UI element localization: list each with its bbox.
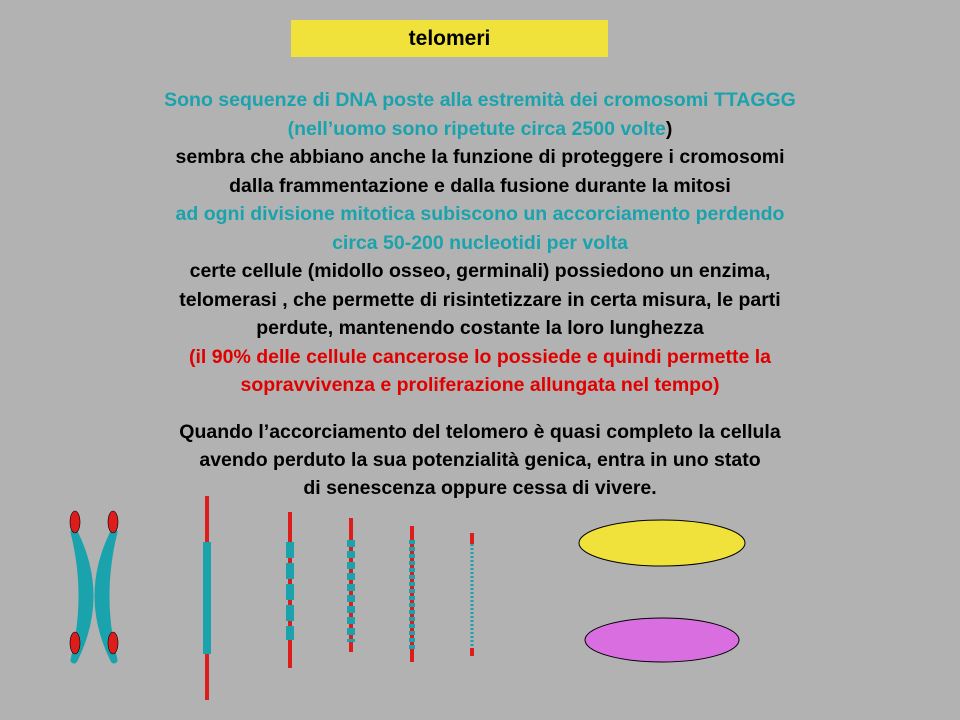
telomere-diagram: [0, 490, 960, 720]
definition-line: Sono sequenze di DNA poste alla estremità dei cromosomi TTAGGG: [164, 89, 796, 111]
explanation-text: [60, 86, 900, 400]
function-line-2: dalla frammentazione e dalla fusione durante la mitosi: [229, 174, 731, 197]
telomerase-line-2: telomerasi , che permette di risintetizzare in certa misura, le parti: [179, 288, 781, 311]
yellow-cell-ellipse: [579, 520, 745, 566]
magenta-cell-ellipse: [585, 618, 739, 662]
telomere-cap: [108, 511, 118, 533]
page-title: telomeri: [408, 26, 491, 50]
telomere-cap: [108, 632, 118, 654]
telomerase-line-1: certe cellule (midollo osseo, germinali) possiedono un enzima,: [189, 260, 771, 282]
telomere-cap: [70, 511, 80, 533]
chromosome-icon: [70, 511, 118, 660]
conclusion-line-2: avendo perduto la sua potenzialità genica, entra in uno stato: [199, 449, 761, 471]
shortening-line-1: ad ogni divisione mitotica subiscono un accorciamento perdendo: [175, 203, 785, 225]
function-line-1: sembra che abbiano anche la funzione di proteggere i cromosomi: [175, 146, 785, 168]
title-box: [291, 20, 608, 57]
conclusion-line-1: Quando l’accorciamento del telomero è quasi completo la cellula: [179, 421, 781, 443]
cancer-line-2: sopravvivenza e proliferazione allungata nel tempo): [240, 374, 720, 396]
repeat-count-line: (nell’uomo sono ripetute circa 2500 volte): [287, 117, 673, 140]
telomere-cap: [70, 632, 80, 654]
telomerase-line-3: perdute, mantenendo costante la loro lunghezza: [256, 317, 704, 339]
conclusion-line-3: di senescenza oppure cessa di vivere.: [303, 477, 657, 499]
shortening-line-2: circa 50-200 nucleotidi per volta: [332, 231, 628, 254]
cancer-line-1: (il 90% delle cellule cancerose lo possiede e quindi permette la: [189, 345, 771, 368]
